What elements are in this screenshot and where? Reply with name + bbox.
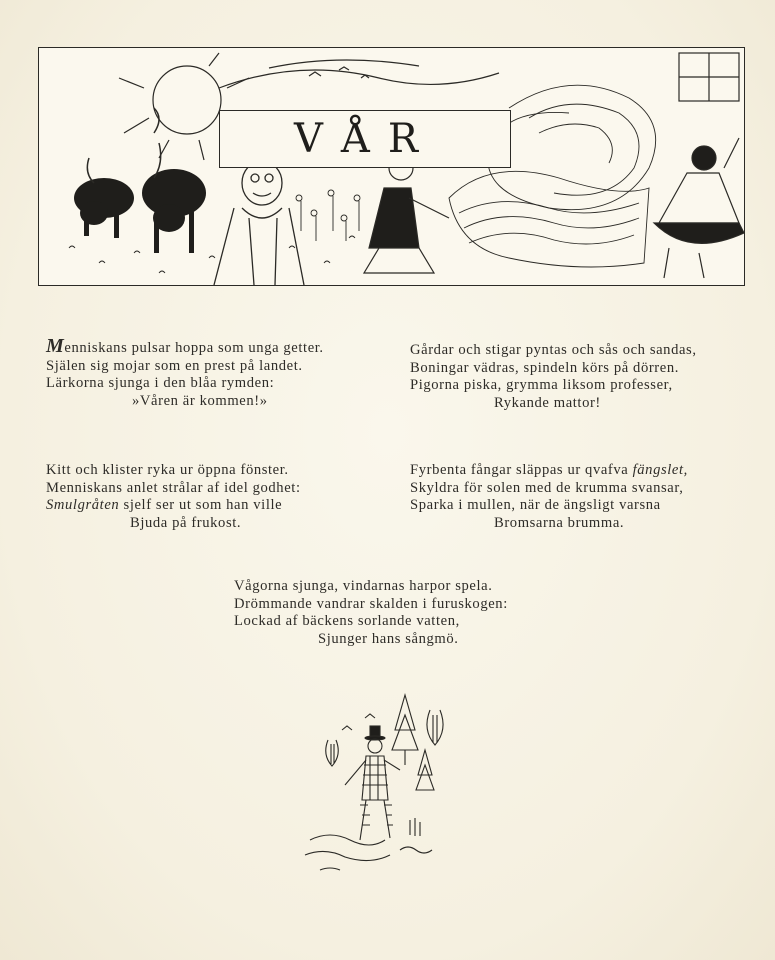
stanza-3: [46, 462, 301, 532]
stanza-line-text: sjelf ser ut som han ville: [119, 497, 283, 514]
stanza-line: Rykande mattor!: [494, 394, 601, 411]
stanza-line: Boningar vädras, spindeln körs på dörren.: [410, 359, 679, 376]
stanza-line: Vågorna sjunga, vindarnas harpor spela.: [234, 578, 493, 594]
header-illustration: [38, 47, 745, 286]
stanza-line-text: enniskans pulsar hoppa som unga getter.: [64, 340, 324, 356]
stanza-line: Menniskans anlet strålar af idel godhet:: [46, 479, 301, 496]
stanza-line: Sjunger hans sångmö.: [318, 630, 459, 647]
stanza-line: Skyldra för solen med de krumma svansar,: [410, 479, 684, 496]
stanza-line-italic: Smulgråten: [46, 497, 120, 514]
stanza-1: [46, 335, 324, 410]
stanza-2: [410, 342, 697, 412]
stanza-line: Bromsarna brumma.: [494, 514, 625, 531]
stanza-line: Kitt och klister ryka ur öppna fönster.: [46, 462, 289, 478]
stanza-line: Gårdar och stigar pyntas och sås och sandas,: [410, 342, 697, 358]
stanza-line: [46, 497, 301, 515]
stanza-line: Bjuda på frukost.: [130, 514, 242, 531]
stanza-line: [46, 335, 324, 358]
stanza-line-text: Fyrbenta fångar släppas ur qvafva: [410, 462, 633, 478]
stanza-4: [410, 462, 688, 532]
banner-title: VÅR: [219, 110, 511, 168]
stanza-line: Drömmande vandrar skalden i furuskogen:: [234, 595, 508, 612]
stanza-line: Lärkorna sjunga i den blåa rymden:: [46, 375, 275, 392]
stanza-line: [410, 462, 688, 480]
stanza-line: Pigorna piska, grymma liksom professer,: [410, 377, 673, 394]
stanza-5: [234, 578, 508, 648]
stanza-line: Sparka i mullen, när de ängsligt varsna: [410, 497, 661, 514]
stanza-line: Lockad af bäckens sorlande vatten,: [234, 613, 460, 630]
stanza-line: Själen sig mojar som en prest på landet.: [46, 357, 303, 374]
poet-with-lyre-vignette: [300, 690, 450, 880]
poet-vignette: [300, 690, 450, 880]
stanza-line-italic: fängslet,: [632, 462, 688, 478]
stanza-line: »Våren är kommen!»: [132, 392, 268, 409]
sun-icon: [153, 66, 221, 134]
drop-cap: M: [46, 335, 65, 357]
